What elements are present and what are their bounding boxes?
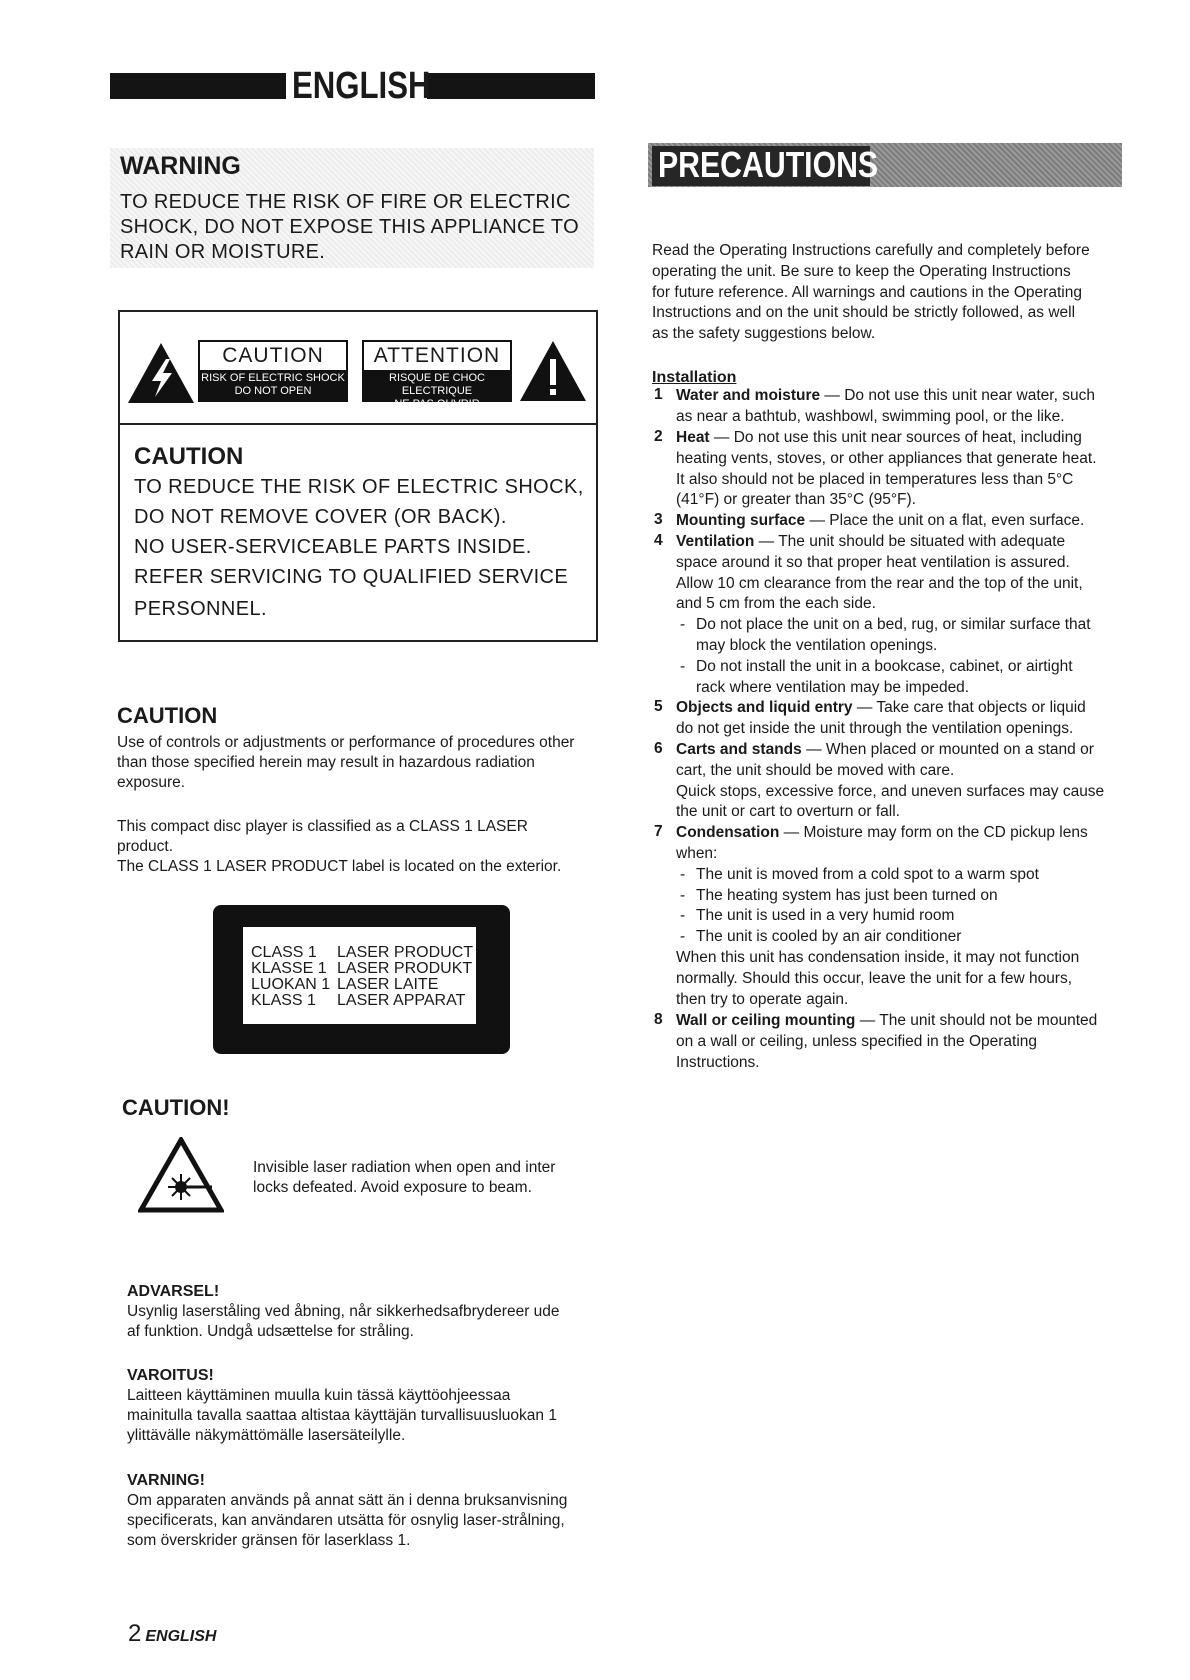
item-term: Water and moisture bbox=[676, 387, 821, 404]
caution-label-line: RISK OF ELECTRIC SHOCK bbox=[201, 372, 345, 384]
caution-box-line: DO NOT REMOVE COVER (OR BACK). bbox=[134, 506, 507, 528]
item-number: 1 bbox=[654, 386, 663, 403]
item-number: 4 bbox=[654, 532, 663, 549]
text-line: Do not place the unit on a bed, rug, or similar surface that bbox=[696, 616, 1091, 633]
precaution-item bbox=[676, 428, 1127, 511]
text-line: Allow 10 cm clearance from the rear and the top of the unit, bbox=[676, 574, 1083, 592]
laser-label-product: LASER PRODUKT bbox=[337, 960, 473, 977]
warning-line: SHOCK, DO NOT EXPOSE THIS APPLIANCE TO bbox=[120, 216, 579, 238]
varoitus-text bbox=[127, 1386, 607, 1446]
caution-label-sub bbox=[200, 370, 346, 402]
advarsel-text bbox=[127, 1302, 607, 1342]
attention-label-sub bbox=[364, 370, 510, 410]
text-line: This compact disc player is classified as a CLASS 1 LASER bbox=[117, 818, 528, 835]
text-line: Use of controls or adjustments or performance of procedures other bbox=[117, 734, 575, 751]
text-line: The CLASS 1 LASER PRODUCT label is located on the exterior. bbox=[117, 858, 562, 875]
text-line: Om apparaten används på annat sätt än i denna bruksanvisning bbox=[127, 1492, 568, 1509]
condensation-followup bbox=[676, 948, 1127, 1010]
item-term: Wall or ceiling mounting bbox=[676, 1012, 856, 1029]
warning-line: TO REDUCE THE RISK OF FIRE OR ELECTRIC bbox=[120, 191, 571, 213]
text-line: The unit is cooled by an air conditioner bbox=[696, 928, 962, 945]
item-term: Condensation bbox=[676, 824, 780, 841]
text-line: Quick stops, excessive force, and uneven surfaces may cause bbox=[676, 782, 1105, 800]
item-text: — Moisture may form on the CD pickup lens bbox=[779, 824, 1088, 841]
text-line: rack where ventilation may be impeded. bbox=[696, 678, 970, 696]
text-line: af funktion. Undgå udsættelse for stråling. bbox=[127, 1323, 414, 1340]
attention-label-line: RISQUE DE CHOC ELECTRIQUE bbox=[389, 372, 485, 397]
lightning-warning-icon bbox=[126, 341, 196, 405]
laser-label-product: LASER LAITE bbox=[337, 976, 439, 993]
item-text: — Take care that objects or liquid bbox=[852, 699, 1086, 716]
laser-caution-para1 bbox=[117, 733, 597, 793]
laser-radiation-icon bbox=[138, 1137, 224, 1213]
laser-label-class: CLASS 1 bbox=[251, 944, 317, 961]
text-line: product. bbox=[117, 838, 174, 855]
caution-label-line: DO NOT OPEN bbox=[234, 385, 312, 397]
attention-label-plate bbox=[362, 340, 512, 410]
text-line: Instructions and on the unit should be strictly followed, as well bbox=[652, 304, 1076, 322]
laser-caution-para2 bbox=[117, 817, 597, 877]
text-line: exposure. bbox=[117, 774, 186, 791]
laser-label-class: LUOKAN 1 bbox=[251, 976, 331, 993]
text-line: for future reference. All warnings and cautions in the Operating bbox=[652, 283, 1082, 301]
precaution-item bbox=[676, 740, 1127, 823]
page-footer bbox=[128, 1620, 216, 1648]
item-number: 7 bbox=[654, 823, 663, 840]
precaution-item bbox=[676, 1011, 1127, 1073]
varning-title: VARNING! bbox=[127, 1472, 205, 1489]
text-line: Do not install the unit in a bookcase, cabinet, or airtight bbox=[696, 658, 1073, 675]
text-line: space around it so that proper heat ventilation is assured. bbox=[676, 553, 1070, 571]
text-line: on a wall or ceiling, unless specified in the Operating bbox=[676, 1032, 1038, 1050]
caution-box-title: CAUTION bbox=[134, 443, 244, 470]
laser-label-class: KLASSE 1 bbox=[251, 960, 327, 977]
laser-label-row bbox=[251, 960, 473, 977]
text-line: cart, the unit should be moved with care. bbox=[676, 761, 955, 779]
item-number: 2 bbox=[654, 428, 663, 445]
footer-language: ENGLISH bbox=[145, 1628, 217, 1645]
advarsel-title: ADVARSEL! bbox=[127, 1283, 220, 1300]
item-text: — The unit should be situated with adequate bbox=[754, 533, 1066, 550]
caution-excl-title: CAUTION! bbox=[122, 1095, 230, 1120]
text-line: when: bbox=[676, 844, 718, 862]
text-line: (41°F) or greater than 35°C (95°F). bbox=[676, 491, 916, 509]
text-line: Read the Operating Instructions carefully and completely before bbox=[652, 242, 1090, 259]
text-line: the unit or cart to overturn or fall. bbox=[676, 803, 900, 821]
precaution-item bbox=[676, 823, 1127, 865]
laser-label-class: KLASS 1 bbox=[251, 992, 316, 1009]
text-line: ylittävälle näkymättömälle lasersäteilylle. bbox=[127, 1427, 406, 1444]
laser-label-product: LASER PRODUCT bbox=[337, 944, 474, 961]
text-line: It also should not be placed in temperatures less than 5°C bbox=[676, 470, 1074, 488]
text-line: specificerats, kan användaren utsätta för osnylig laser-strålning, bbox=[127, 1512, 565, 1529]
item-term: Objects and liquid entry bbox=[676, 699, 853, 716]
item-term: Heat bbox=[676, 429, 710, 446]
language-heading: ENGLISH bbox=[292, 65, 431, 107]
text-line: locks defeated. Avoid exposure to beam. bbox=[253, 1179, 532, 1196]
item-number: 5 bbox=[654, 698, 663, 715]
warning-line: RAIN OR MOISTURE. bbox=[120, 241, 326, 263]
text-line: then try to operate again. bbox=[676, 990, 849, 1008]
item-number: 6 bbox=[654, 740, 663, 757]
item-text: — The unit should not be mounted bbox=[855, 1012, 1098, 1029]
laser-label-row bbox=[251, 992, 466, 1009]
text-line: When this unit has condensation inside, it may not function bbox=[676, 949, 1080, 966]
item-term: Ventilation bbox=[676, 533, 755, 550]
item-text: — Do not use this unit near water, such bbox=[820, 387, 1095, 404]
laser-label-row bbox=[251, 944, 474, 961]
header-bar-right bbox=[427, 73, 595, 99]
text-line: Invisible laser radiation when open and inter bbox=[253, 1159, 556, 1176]
laser-label-row bbox=[251, 976, 439, 993]
page-number: 2 bbox=[128, 1620, 142, 1647]
caution-label-title: CAUTION bbox=[200, 342, 346, 370]
text-line: Instructions. bbox=[676, 1053, 760, 1071]
caution-excl-text bbox=[253, 1158, 613, 1198]
text-line: as the safety suggestions below. bbox=[652, 325, 876, 343]
item-text: — When placed or mounted on a stand or bbox=[801, 741, 1094, 758]
precaution-item bbox=[676, 532, 1127, 615]
text-line: as near a bathtub, washbowl, swimming pool, or the like. bbox=[676, 407, 1065, 425]
text-line: The unit is used in a very humid room bbox=[696, 907, 955, 924]
caution-label-plate bbox=[198, 340, 348, 402]
text-line: Usynlig laserståling ved åbning, når sikkerhedsafbrydereer ude bbox=[127, 1303, 560, 1320]
caution-box-line: TO REDUCE THE RISK OF ELECTRIC SHOCK, bbox=[134, 476, 584, 498]
laser-caution-title: CAUTION bbox=[117, 703, 218, 728]
warning-title: WARNING bbox=[120, 152, 241, 180]
laser-label-product: LASER APPARAT bbox=[337, 992, 466, 1009]
precautions-title: PRECAUTIONS bbox=[658, 144, 879, 185]
precaution-item bbox=[676, 511, 1127, 532]
precaution-item bbox=[676, 698, 1127, 740]
precaution-item bbox=[676, 386, 1127, 428]
caution-box-divider bbox=[118, 423, 598, 425]
text-line: than those specified herein may result in hazardous radiation bbox=[117, 754, 535, 771]
item-text: — Place the unit on a flat, even surface. bbox=[805, 512, 1085, 529]
warning-text bbox=[120, 190, 590, 265]
caution-box-line: REFER SERVICING TO QUALIFIED SERVICE bbox=[134, 566, 569, 588]
text-line: The unit is moved from a cold spot to a warm spot bbox=[696, 866, 1039, 883]
text-line: Laitteen käyttäminen muulla kuin tässä käyttöohjeessaa bbox=[127, 1387, 511, 1404]
item-number: 8 bbox=[654, 1011, 663, 1028]
text-line: heating vents, stoves, or other appliances that generate heat. bbox=[676, 449, 1097, 467]
item-term: Mounting surface bbox=[676, 512, 806, 529]
text-line: do not get inside the unit through the ventilation openings. bbox=[676, 719, 1074, 737]
item-term: Carts and stands bbox=[676, 741, 802, 758]
exclamation-warning-icon bbox=[518, 339, 588, 403]
item-number: 3 bbox=[654, 511, 663, 528]
installation-heading: Installation bbox=[652, 369, 737, 386]
text-line: som överskrider gränsen för laserklass 1. bbox=[127, 1532, 411, 1549]
text-line: mainitulla tavalla saattaa altistaa käyttäjän turvallisuusluokan 1 bbox=[127, 1407, 557, 1424]
varoitus-title: VAROITUS! bbox=[127, 1367, 214, 1384]
text-line: and 5 cm from the each side. bbox=[676, 595, 876, 613]
caution-box-line: PERSONNEL. bbox=[134, 598, 267, 620]
text-line: may block the ventilation openings. bbox=[696, 636, 938, 654]
item-text: — Do not use this unit near sources of heat, including bbox=[709, 429, 1082, 446]
varning-text bbox=[127, 1491, 607, 1551]
attention-label-line: NE PAS OUVRIR bbox=[394, 398, 480, 410]
header-bar-left bbox=[110, 73, 286, 99]
caution-box-line: NO USER-SERVICEABLE PARTS INSIDE. bbox=[134, 536, 532, 558]
attention-label-title: ATTENTION bbox=[364, 342, 510, 370]
text-line: operating the unit. Be sure to keep the Operating Instructions bbox=[652, 262, 1071, 280]
text-line: normally. Should this occur, leave the unit for a few hours, bbox=[676, 969, 1073, 987]
text-line: The heating system has just been turned on bbox=[696, 887, 998, 904]
precautions-intro bbox=[652, 241, 1127, 345]
